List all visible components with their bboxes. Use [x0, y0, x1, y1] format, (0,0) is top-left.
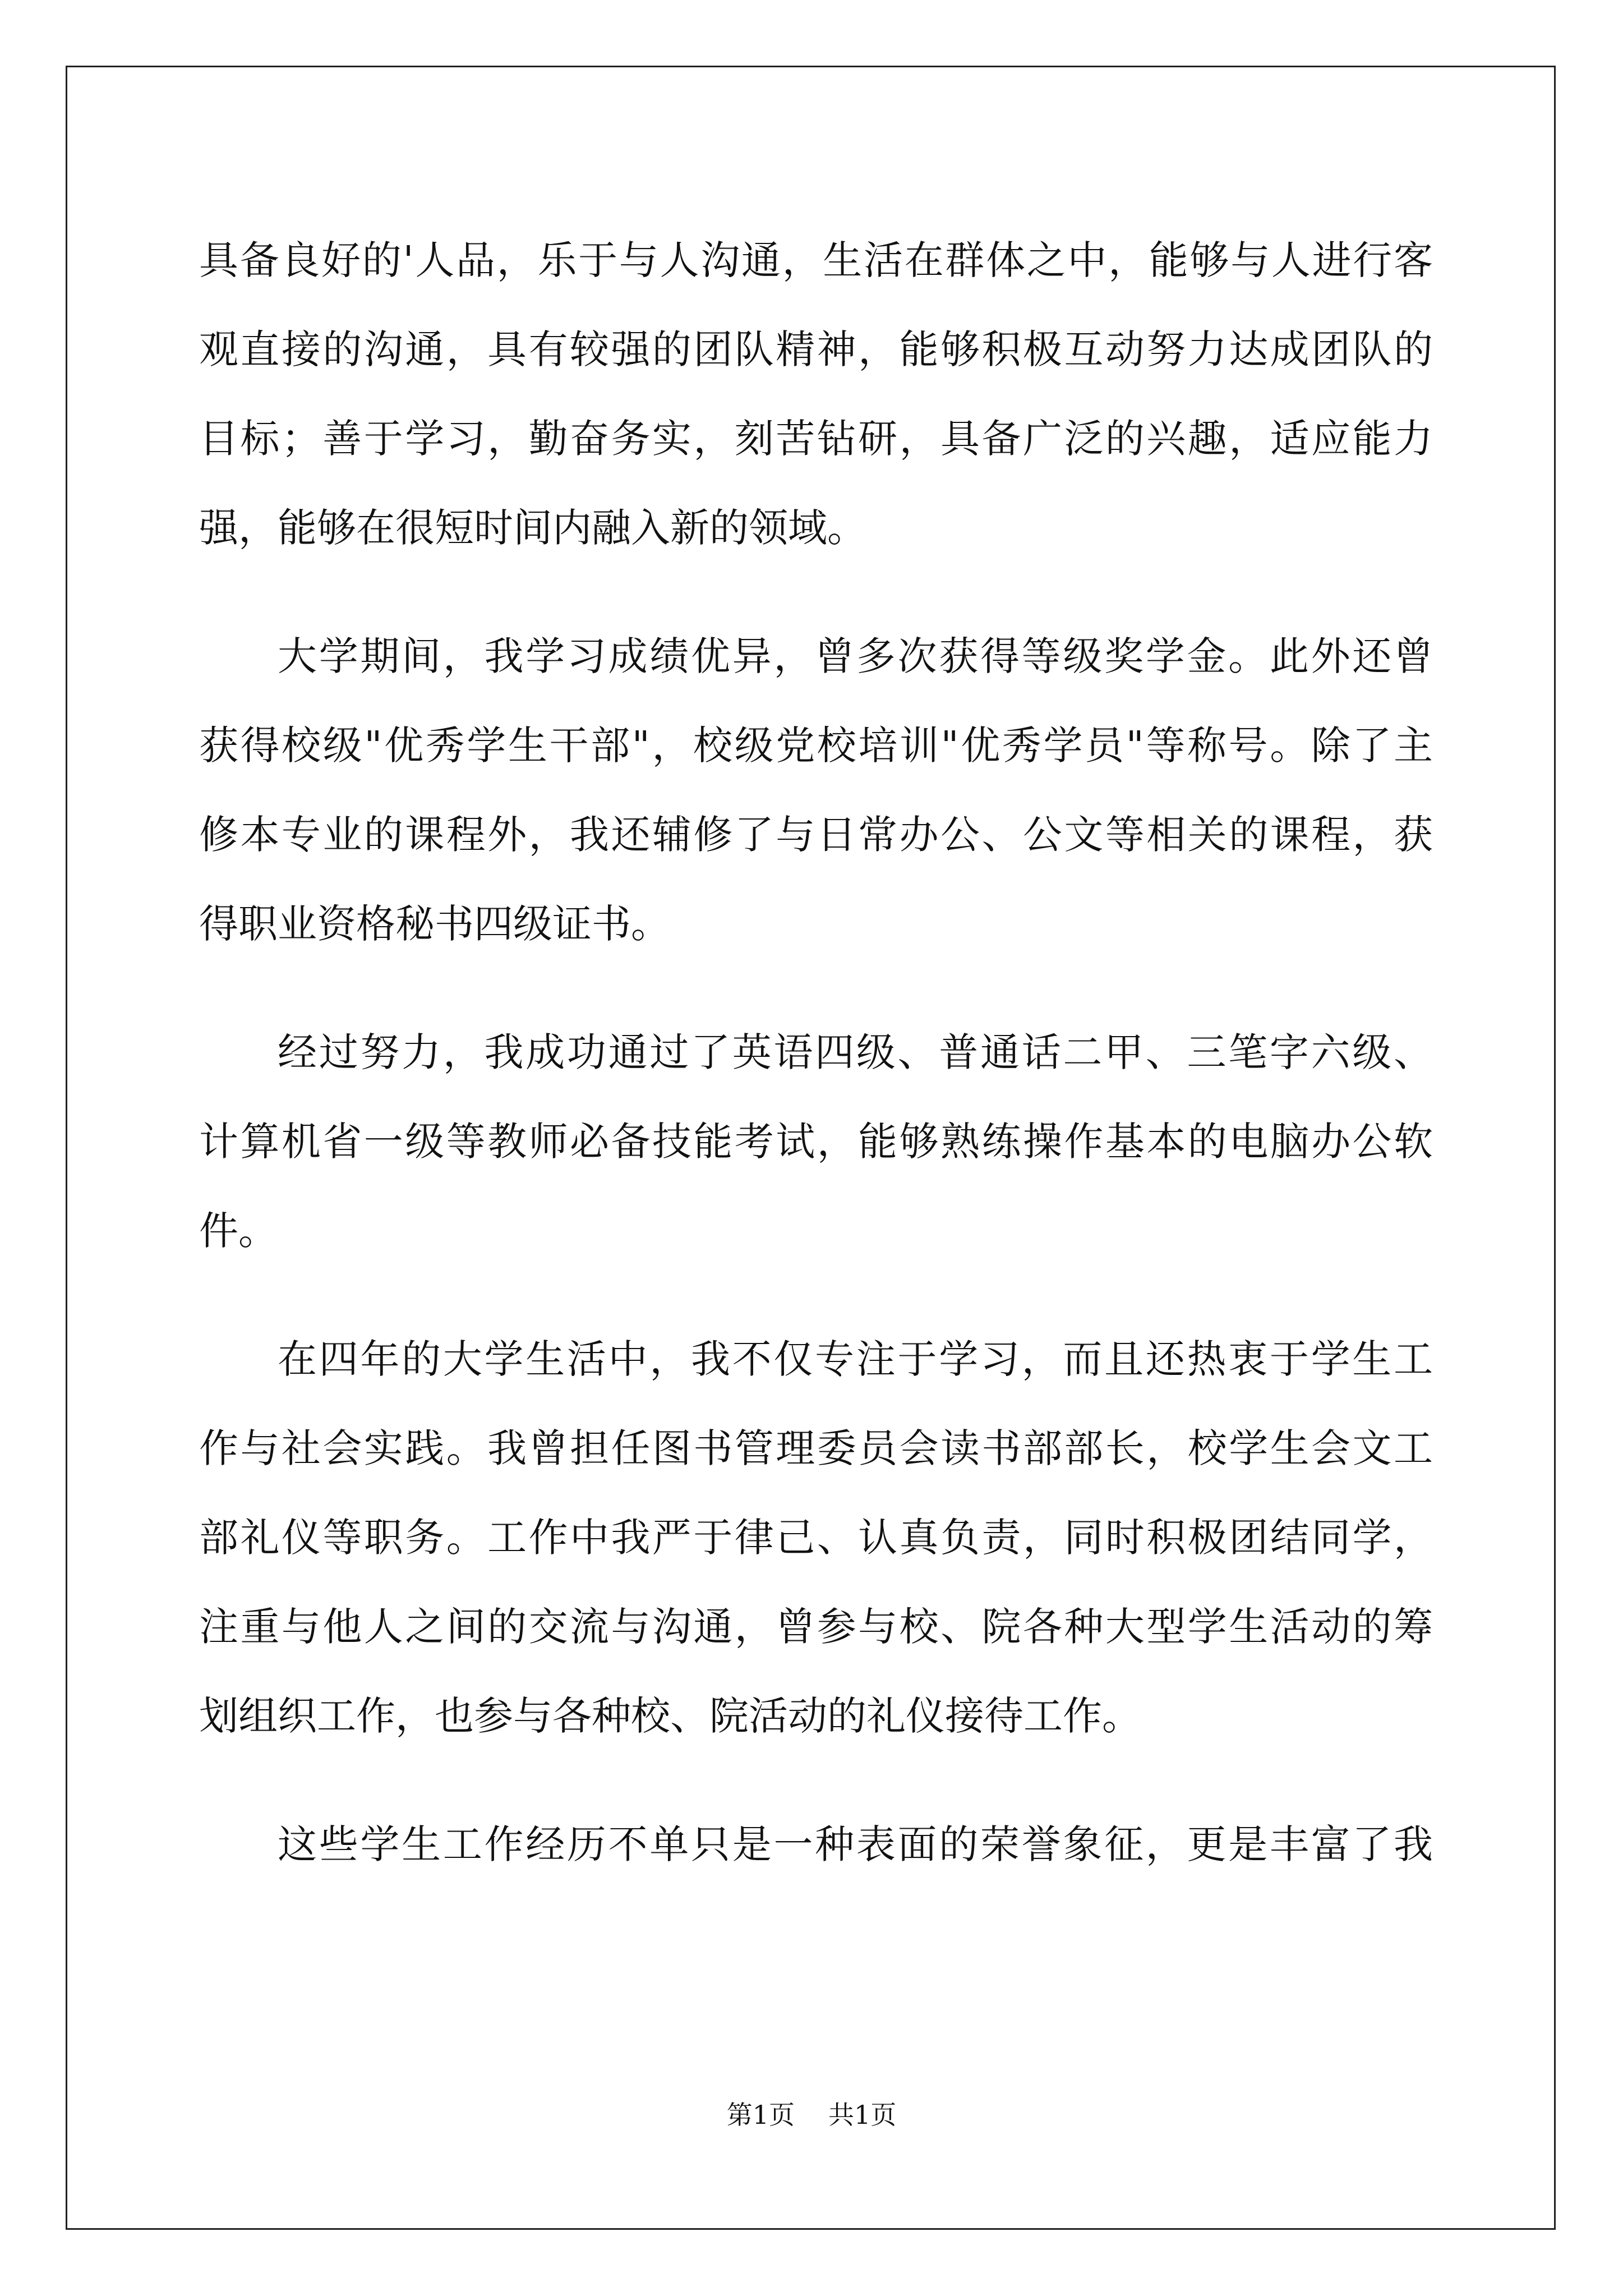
text-line: 作与社会实践。我曾担任图书管理委员会读书部部长，校学生会文工	[199, 1425, 1433, 1471]
text-line: 大学期间，我学习成绩优异，曾多次获得等级奖学金。此外还曾	[278, 633, 1433, 679]
text-line: 这些学生工作经历不单只是一种表面的荣誉象征，更是丰富了我	[278, 1821, 1433, 1867]
text-line: 划组织工作，也参与各种校、院活动的礼仪接待工作。	[199, 1693, 1141, 1739]
page-number: 第1页	[726, 2100, 795, 2130]
text-line: 计算机省一级等教师必备技能考试，能够熟练操作基本的电脑办公软	[199, 1119, 1433, 1165]
text-line: 注重与他人之间的交流与沟通，曾参与校、院各种大型学生活动的筹	[199, 1604, 1433, 1650]
text-line: 修本专业的课程外，我还辅修了与日常办公、公文等相关的课程，获	[199, 812, 1433, 858]
text-line: 经过努力，我成功通过了英语四级、普通话二甲、三笔字六级、	[278, 1029, 1433, 1075]
text-line: 获得校级"优秀学生干部"，校级党校培训"优秀学员"等称号。除了主	[199, 723, 1433, 769]
text-line: 部礼仪等职务。工作中我严于律己、认真负责，同时积极团结同学，	[199, 1515, 1433, 1561]
paragraph-3	[199, 1008, 1433, 1276]
text-line: 目标；善于学习，勤奋务实，刻苦钻研，具备广泛的兴趣，适应能力	[199, 416, 1433, 462]
text-line: 强，能够在很短时间内融入新的领域。	[199, 505, 866, 551]
text-line: 得职业资格秘书四级证书。	[199, 901, 670, 947]
page-total: 共1页	[828, 2100, 897, 2130]
paragraph-4	[199, 1315, 1433, 1761]
page-footer	[0, 2095, 1623, 2132]
text-line: 观直接的沟通，具有较强的团队精神，能够积极互动努力达成团队的	[199, 326, 1433, 372]
text-line: 具备良好的'人品，乐于与人沟通，生活在群体之中，能够与人进行客	[199, 237, 1433, 283]
paragraph-5	[199, 1800, 1433, 1889]
paragraph-1	[199, 216, 1433, 573]
text-line: 件。	[199, 1208, 278, 1254]
text-line: 在四年的大学生活中，我不仅专注于学习，而且还热衷于学生工	[278, 1336, 1433, 1382]
document-body	[199, 216, 1433, 1929]
paragraph-2	[199, 612, 1433, 969]
